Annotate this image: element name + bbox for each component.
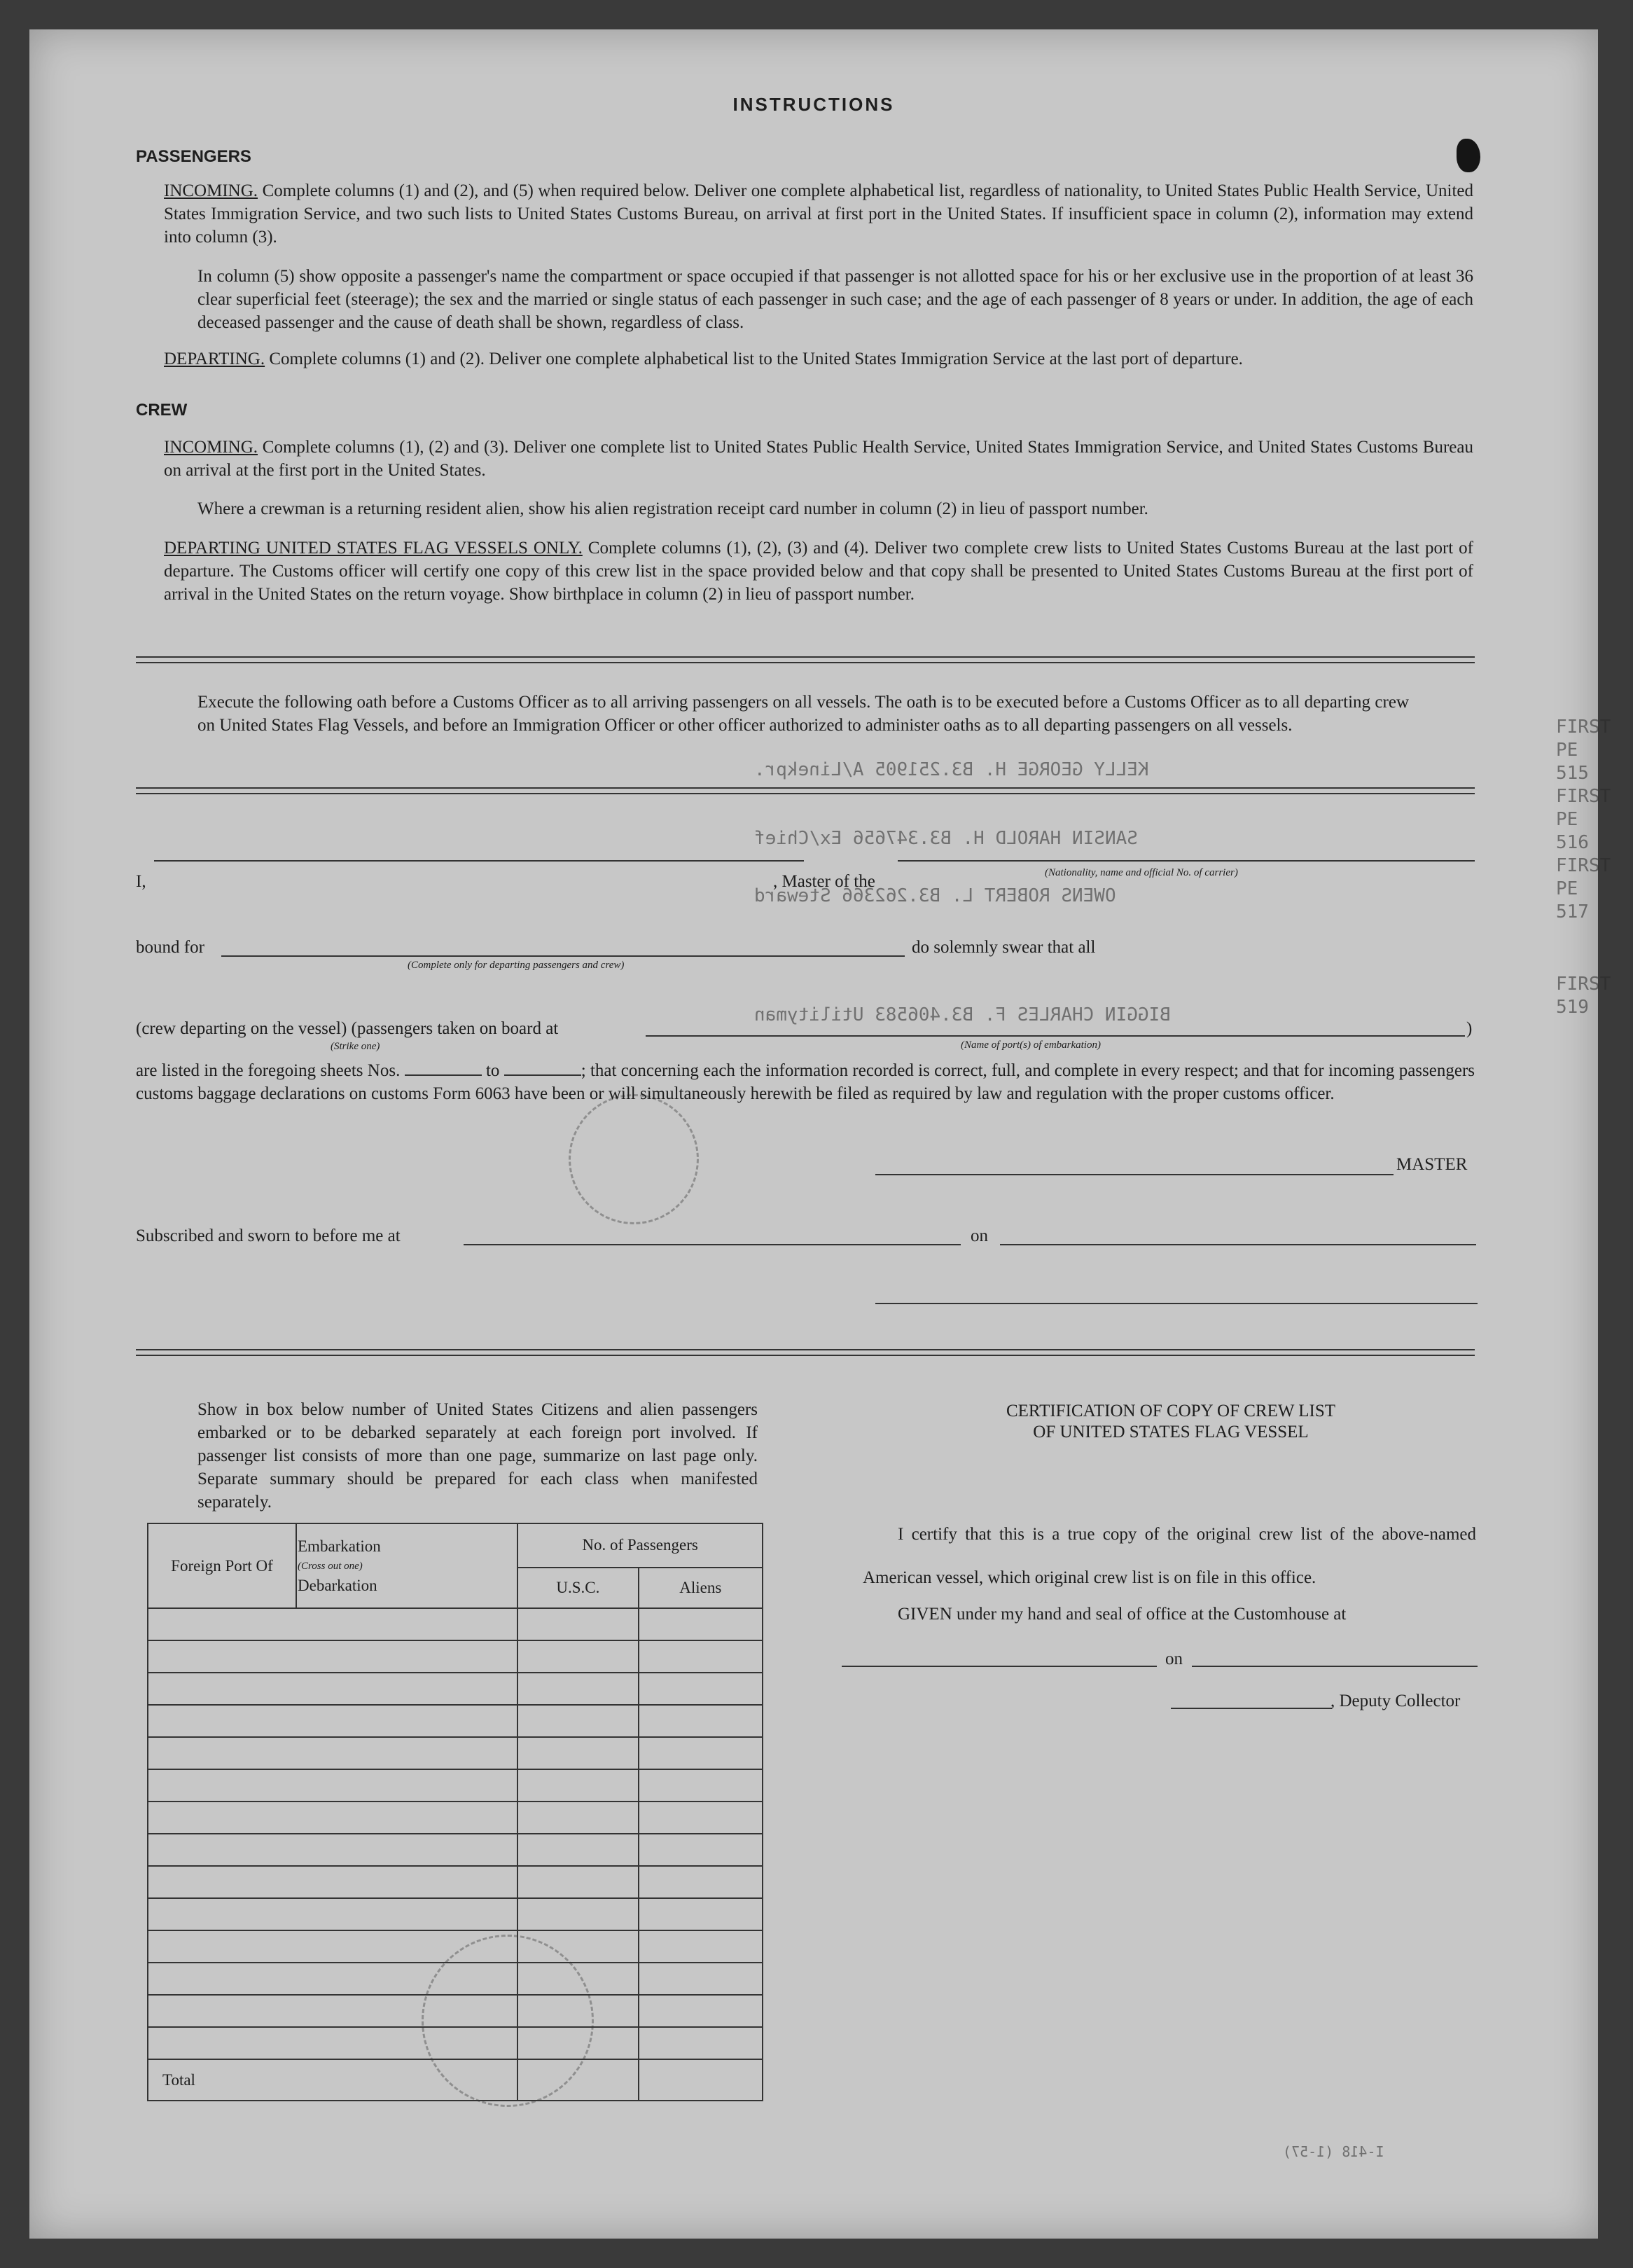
crew-incoming-text: Complete columns (1), (2) and (3). Deliver one complete list to United States Public Health Service, United States Immigration Service, and United States Customs Bureau on arrival at the first port in the United States. xyxy=(164,438,1473,480)
margin-code: FIRST xyxy=(1556,717,1611,738)
crew-heading: CREW xyxy=(136,401,188,420)
deputy-signature-line[interactable] xyxy=(1171,1708,1332,1709)
column5-instructions: In column (5) show opposite a passenger's name the compartment or space occupied if that passenger is not allotted space for his or her exclusive use in the proportion of at least 36 clear superficial feet (steerage); the sex and the married or single status of each passenger in such case; and the age of each passenger of 8 years or under. In addition, the age of each deceased passenger and the cause of death shall be shown, regardless of class. xyxy=(197,267,1473,332)
table-cell[interactable] xyxy=(639,1834,763,1866)
table-cell[interactable] xyxy=(148,1898,517,1930)
table-cell[interactable] xyxy=(639,1898,763,1930)
margin-code: PE xyxy=(1556,809,1578,830)
carrier-note: (Nationality, name and official No. of carrier) xyxy=(1045,867,1238,878)
bleed-through-row: OWENS ROBERT L. B3.262366 Steward xyxy=(754,885,1116,906)
usc-header: U.S.C. xyxy=(517,1568,638,1609)
table-cell[interactable] xyxy=(148,1705,517,1737)
margin-code: FIRST xyxy=(1556,786,1611,807)
departing-text: Complete columns (1) and (2). Deliver one complete alphabetical list to the United States Immigration Service at the last port of departure. xyxy=(269,350,1243,368)
close-paren: ) xyxy=(1466,1019,1473,1038)
bound-for-label: bound for xyxy=(136,938,204,957)
num-passengers-header: No. of Passengers xyxy=(517,1523,763,1568)
passengers-departing xyxy=(164,347,1473,371)
table-cell[interactable] xyxy=(148,1963,517,1995)
margin-code: PE xyxy=(1556,740,1578,761)
margin-code: 517 xyxy=(1556,901,1589,922)
strike-one-note: (Strike one) xyxy=(331,1041,380,1052)
table-cell[interactable] xyxy=(517,1802,638,1834)
sheet-to-field[interactable] xyxy=(504,1074,581,1076)
table-cell[interactable] xyxy=(517,1834,638,1866)
passengers-incoming xyxy=(164,179,1473,249)
margin-code: 515 xyxy=(1556,763,1589,784)
crew-departing xyxy=(164,537,1473,606)
embark-header: Embarkation (Cross out one) Debarkation xyxy=(296,1523,517,1608)
listed-text: are listed in the foregoing sheets Nos. xyxy=(136,1061,401,1080)
summary-instructions: Show in box below number of United States Citizens and alien passengers embarked or to be debarked separately at each foreign port involved. If passenger list consists of more than one page, summarize on last page only. Separate summary should be prepared for each class when manifested separately. xyxy=(197,1400,758,1512)
passenger-summary-table xyxy=(147,1523,763,2101)
crew-incoming-label: INCOMING. xyxy=(164,438,258,457)
bleed-through-row: KELLY GEORGE H. B3.251905 A/Linekpr. xyxy=(754,759,1149,780)
ports-line[interactable] xyxy=(646,1035,1465,1037)
margin-code: PE xyxy=(1556,878,1578,899)
crew-departing-text: Complete columns (1), (2), (3) and (4). Deliver two complete crew lists to United States Customs Bureau at the last port of departure. The Customs officer will certify one copy of this crew list in the space provided below and that copy shall be presented to United States Customs Bureau at the first port of arrival in the United States on the return voyage. Show birthplace in column (2) in lieu of passport number. xyxy=(164,539,1473,604)
table-cell[interactable] xyxy=(639,1673,763,1705)
table-cell[interactable] xyxy=(148,1737,517,1769)
margin-code: FIRST xyxy=(1556,855,1611,876)
sworn-date-line[interactable] xyxy=(1000,1244,1476,1245)
table-cell[interactable] xyxy=(517,1608,638,1640)
section-divider xyxy=(136,787,1475,794)
table-cell[interactable] xyxy=(639,1802,763,1834)
sworn-place-line[interactable] xyxy=(464,1244,961,1245)
swear-text: do solemnly swear that all xyxy=(912,938,1096,957)
bound-for-line[interactable] xyxy=(221,955,905,957)
table-cell[interactable] xyxy=(148,1930,517,1963)
customhouse-line[interactable] xyxy=(842,1666,1157,1667)
table-cell[interactable] xyxy=(517,1705,638,1737)
margin-codes xyxy=(1556,716,1611,1019)
crew-passengers-label: (crew departing on the vessel) (passengers taken on board at xyxy=(136,1019,559,1038)
incoming-text: Complete columns (1) and (2), and (5) when required below. Deliver one complete alphabetical list, regardless of nationality, to United States Public Health Service, United States Immigration Service, and two such lists to United States Customs Bureau, on arrival at first port in the United States. If insufficient space in column (2), information may extend into column (3). xyxy=(164,181,1473,247)
table-cell[interactable] xyxy=(148,1640,517,1673)
certification-title xyxy=(863,1401,1479,1443)
bleed-through-footer: I-418 (1-57) xyxy=(1283,2143,1384,2160)
certification-text: I certify that this is a true copy of the original crew list of the above-named American vessel, which original crew list is on file in this office. xyxy=(863,1525,1476,1587)
departing-label: DEPARTING. xyxy=(164,350,265,368)
margin-code: 519 xyxy=(1556,997,1589,1018)
table-cell[interactable] xyxy=(517,1898,638,1930)
section-divider xyxy=(136,1349,1475,1356)
table-cell[interactable] xyxy=(517,2027,638,2059)
ink-blot xyxy=(1457,139,1480,172)
section-divider xyxy=(136,656,1475,663)
table-cell[interactable] xyxy=(639,1963,763,1995)
table-cell[interactable] xyxy=(639,1705,763,1737)
certification-on: on xyxy=(1165,1650,1183,1668)
sheet-from-field[interactable] xyxy=(405,1074,482,1076)
table-cell[interactable] xyxy=(639,2027,763,2059)
table-cell[interactable] xyxy=(517,1769,638,1802)
table-cell[interactable] xyxy=(148,2027,517,2059)
aliens-header: Aliens xyxy=(639,1568,763,1609)
table-cell[interactable] xyxy=(148,1673,517,1705)
certification-date-line[interactable] xyxy=(1192,1666,1478,1667)
subscribed-label: Subscribed and sworn to before me at xyxy=(136,1226,401,1245)
oath-i: I, xyxy=(136,872,146,891)
certification-given: GIVEN under my hand and seal of office at the Customhouse at xyxy=(898,1605,1347,1624)
port-header: Foreign Port Of xyxy=(148,1523,296,1608)
master-label: MASTER xyxy=(1396,1155,1468,1174)
table-cell[interactable] xyxy=(517,1673,638,1705)
table-cell[interactable] xyxy=(639,1608,763,1640)
page-title: INSTRUCTIONS xyxy=(732,94,895,115)
incoming-label: INCOMING. xyxy=(164,181,258,200)
bleed-through-row: BIGGIN CHARLES F. B3.406583 Utilityman xyxy=(754,1004,1171,1025)
table-cell[interactable] xyxy=(639,1769,763,1802)
certification-title-line: OF UNITED STATES FLAG VESSEL xyxy=(1033,1423,1309,1441)
bleed-through-row: SANSIN HAROLD H. B3.347656 Ex/Chief xyxy=(754,828,1138,849)
table-cell[interactable] xyxy=(148,1608,517,1640)
passengers-heading: PASSENGERS xyxy=(136,147,251,166)
table-cell[interactable] xyxy=(148,1769,517,1802)
table-cell[interactable] xyxy=(639,1640,763,1673)
table-cell[interactable] xyxy=(639,1866,763,1898)
table-cell[interactable] xyxy=(517,1995,638,2027)
table-cell[interactable] xyxy=(517,1866,638,1898)
table-cell[interactable] xyxy=(639,1737,763,1769)
deputy-collector-label: , Deputy Collector xyxy=(1330,1692,1461,1710)
listed-sheets xyxy=(136,1059,1475,1105)
officer-signature-line[interactable] xyxy=(875,1303,1478,1304)
master-of-label: , Master of the xyxy=(773,872,875,891)
total-aliens-cell[interactable] xyxy=(639,2059,763,2101)
total-usc-cell[interactable] xyxy=(517,2059,638,2101)
table-cell[interactable] xyxy=(148,1995,517,2027)
customs-stamp xyxy=(569,1094,699,1224)
listed-text: and that for incoming passengers customs baggage declarations on customs Form 6063 have been or will simultaneously herewith be filed as required by law and regulation with the proper customs officer. xyxy=(136,1061,1475,1103)
crew-incoming xyxy=(164,436,1473,482)
document-sheet xyxy=(29,29,1611,2239)
table-cell[interactable] xyxy=(148,1866,517,1898)
margin-code: FIRST xyxy=(1556,974,1611,995)
total-label: Total xyxy=(148,2059,517,2101)
table-cell[interactable] xyxy=(517,1640,638,1673)
master-name-line[interactable] xyxy=(154,860,804,862)
table-cell[interactable] xyxy=(639,1995,763,2027)
carrier-line[interactable] xyxy=(898,860,1475,862)
certification-title-line: CERTIFICATION OF COPY OF CREW LIST xyxy=(1006,1402,1336,1420)
table-cell[interactable] xyxy=(517,1930,638,1963)
crew-returning-alien: Where a crewman is a returning resident alien, show his alien registration receipt card number in column (2) in lieu of passport number. xyxy=(197,499,1148,518)
listed-to: to xyxy=(485,1061,500,1080)
table-cell[interactable] xyxy=(148,1802,517,1834)
oath-intro: Execute the following oath before a Customs Officer as to all arriving passengers on all vessels. The oath is to be executed before a Customs Officer as to all departing crew on United States Flag Vessels, and before an Immigration Officer or other officer authorized to administer oaths as to all departing passengers on all vessels. xyxy=(197,693,1409,735)
listed-text: ; that concerning each the information recorded is correct, full, and complete in every respect; xyxy=(581,1061,1239,1080)
table-cell[interactable] xyxy=(517,1963,638,1995)
table-cell[interactable] xyxy=(148,1834,517,1866)
ports-note: (Name of port(s) of embarkation) xyxy=(961,1039,1101,1051)
margin-code: 516 xyxy=(1556,832,1589,853)
table-cell[interactable] xyxy=(517,1737,638,1769)
sworn-on-label: on xyxy=(971,1226,988,1245)
bound-for-note: (Complete only for departing passengers and crew) xyxy=(408,960,625,971)
master-signature-line[interactable] xyxy=(875,1174,1394,1175)
table-cell[interactable] xyxy=(639,1930,763,1963)
crew-departing-label: DEPARTING UNITED STATES FLAG VESSELS ONLY. xyxy=(164,539,583,558)
